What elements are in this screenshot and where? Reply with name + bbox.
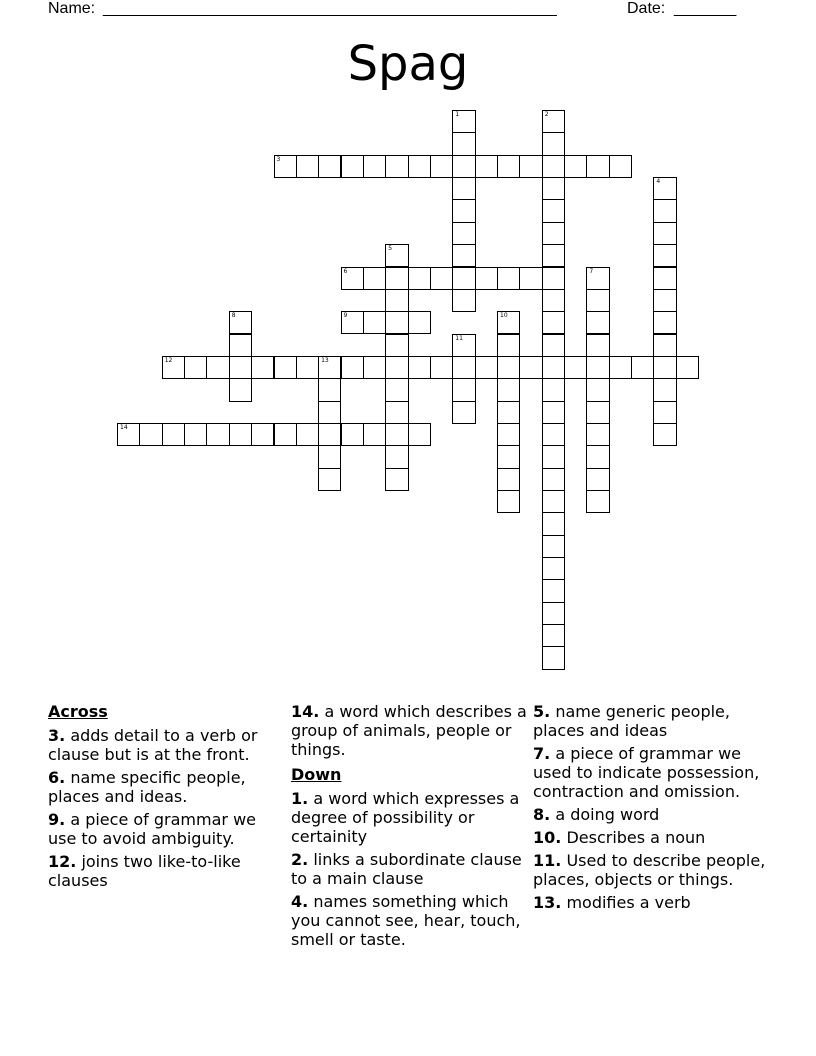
grid-cell[interactable] [408, 267, 431, 290]
grid-cell[interactable] [542, 199, 565, 222]
grid-cell[interactable] [452, 356, 475, 379]
grid-cell[interactable] [653, 289, 676, 312]
grid-cell[interactable] [542, 311, 565, 334]
date-line: _______ [674, 0, 737, 17]
grid-cell[interactable] [653, 356, 676, 379]
grid-cell[interactable] [542, 646, 565, 669]
clue-down-11: 11. Used to describe people, places, objects or things. [533, 851, 766, 889]
grid-cell[interactable] [274, 356, 297, 379]
grid-cell[interactable] [542, 579, 565, 602]
grid-cell[interactable] [385, 423, 408, 446]
clues-column-2 [291, 702, 531, 953]
grid-cell[interactable] [653, 222, 676, 245]
grid-cell[interactable] [296, 356, 319, 379]
grid-cell[interactable] [519, 267, 542, 290]
grid-cell[interactable] [408, 356, 431, 379]
grid-cell[interactable] [385, 155, 408, 178]
grid-cell[interactable] [385, 401, 408, 424]
grid-cell[interactable] [385, 468, 408, 491]
grid-cell[interactable] [385, 289, 408, 312]
grid-cell[interactable] [408, 423, 431, 446]
grid-cell[interactable] [206, 356, 229, 379]
grid-cell[interactable] [609, 356, 632, 379]
grid-cell[interactable] [341, 267, 364, 290]
grid-cell[interactable] [296, 423, 319, 446]
grid-cell[interactable] [542, 557, 565, 580]
grid-cell[interactable] [430, 267, 453, 290]
grid-cell[interactable] [385, 378, 408, 401]
grid-cell[interactable] [542, 177, 565, 200]
grid-cell[interactable] [497, 490, 520, 513]
grid-cell[interactable] [564, 155, 587, 178]
grid-cell[interactable] [586, 155, 609, 178]
grid-cell[interactable] [452, 267, 475, 290]
cell-number: 11 [455, 334, 463, 342]
grid-cell[interactable] [385, 244, 408, 267]
grid-cell[interactable] [452, 401, 475, 424]
grid-cell[interactable] [318, 445, 341, 468]
grid-cell[interactable] [475, 267, 498, 290]
grid-cell[interactable] [497, 356, 520, 379]
cell-number: 6 [343, 267, 348, 275]
grid-cell[interactable] [341, 423, 364, 446]
name-label: Name: [48, 0, 96, 17]
grid-cell[interactable] [452, 110, 475, 133]
grid-cell[interactable] [586, 311, 609, 334]
grid-cell[interactable] [653, 199, 676, 222]
grid-cell[interactable] [452, 289, 475, 312]
grid-cell[interactable] [497, 423, 520, 446]
grid-cell[interactable] [408, 311, 431, 334]
grid-cell[interactable] [653, 401, 676, 424]
clues-column-3 [533, 702, 778, 916]
cell-number: 2 [544, 111, 549, 118]
grid-cell[interactable] [542, 132, 565, 155]
cell-number: 5 [388, 245, 393, 253]
grid-cell[interactable] [542, 468, 565, 491]
across-heading: Across [48, 702, 108, 721]
grid-cell[interactable] [497, 311, 520, 334]
grid-cell[interactable] [452, 378, 475, 401]
grid-cell[interactable] [542, 624, 565, 647]
grid-cell[interactable] [542, 401, 565, 424]
grid-cell[interactable] [497, 267, 520, 290]
grid-cell[interactable] [229, 356, 252, 379]
grid-cell[interactable] [341, 311, 364, 334]
cell-number: 12 [164, 356, 173, 364]
clue-across-6: 6. name specific people, places and ideas. [48, 768, 246, 806]
grid-cell[interactable] [341, 356, 364, 379]
grid-cell[interactable] [251, 356, 274, 379]
grid-cell[interactable] [586, 445, 609, 468]
grid-cell[interactable] [542, 244, 565, 267]
clue-down-8: 8. a doing word [533, 805, 660, 824]
grid-cell[interactable] [385, 267, 408, 290]
grid-cell[interactable] [542, 445, 565, 468]
grid-cell[interactable] [586, 356, 609, 379]
grid-cell[interactable] [117, 423, 140, 446]
grid-cell[interactable] [542, 535, 565, 558]
grid-cell[interactable] [385, 311, 408, 334]
grid-cell[interactable] [296, 155, 319, 178]
grid-cell[interactable] [318, 155, 341, 178]
grid-cell[interactable] [318, 401, 341, 424]
clue-down-13: 13. modifies a verb [533, 893, 691, 912]
clue-across-12: 12. joins two like-to-like clauses [48, 852, 241, 890]
grid-cell[interactable] [497, 445, 520, 468]
grid-cell[interactable] [318, 468, 341, 491]
grid-cell[interactable] [452, 199, 475, 222]
grid-cell[interactable] [653, 378, 676, 401]
clue-across-14: 14. a word which describes a group of animals, people or things. [291, 702, 527, 759]
grid-cell[interactable] [542, 490, 565, 513]
page-title: Spag [347, 36, 469, 92]
grid-cell[interactable] [452, 132, 475, 155]
clue-across-9: 9. a piece of grammar we use to avoid ambiguity. [48, 810, 256, 848]
grid-cell[interactable] [542, 378, 565, 401]
cell-number: 13 [321, 356, 329, 364]
grid-cell[interactable] [542, 110, 565, 133]
grid-cell[interactable] [318, 356, 341, 379]
grid-cell[interactable] [586, 378, 609, 401]
down-heading: Down [291, 765, 342, 784]
grid-cell[interactable] [497, 155, 520, 178]
cell-number: 10 [500, 312, 508, 320]
clue-down-2: 2. links a subordinate clause to a main clause [291, 850, 522, 888]
grid-cell[interactable] [586, 468, 609, 491]
grid-cell[interactable] [318, 378, 341, 401]
grid-cell[interactable] [162, 356, 185, 379]
clue-down-7: 7. a piece of grammar we used to indicate possession, contraction and omission. [533, 744, 760, 801]
grid-cell[interactable] [497, 334, 520, 357]
grid-cell[interactable] [408, 155, 431, 178]
grid-cell[interactable] [452, 222, 475, 245]
cell-number: 3 [276, 155, 281, 163]
grid-cell[interactable] [139, 423, 162, 446]
grid-cell[interactable] [586, 423, 609, 446]
grid-cell[interactable] [430, 155, 453, 178]
grid-cell[interactable] [497, 401, 520, 424]
cell-number: 8 [231, 312, 236, 320]
grid-cell[interactable] [229, 423, 252, 446]
grid-cell[interactable] [385, 445, 408, 468]
grid-cell[interactable] [631, 356, 654, 379]
grid-cell[interactable] [363, 423, 386, 446]
grid-cell[interactable] [251, 423, 274, 446]
grid-cell[interactable] [586, 490, 609, 513]
grid-cell[interactable] [542, 222, 565, 245]
grid-cell[interactable] [542, 289, 565, 312]
grid-cell[interactable] [609, 155, 632, 178]
grid-cell[interactable] [206, 423, 229, 446]
cell-number: 7 [589, 267, 594, 275]
grid-cell[interactable] [653, 423, 676, 446]
cell-number: 9 [343, 312, 348, 320]
grid-cell[interactable] [385, 334, 408, 357]
grid-cell[interactable] [363, 356, 386, 379]
grid-cell[interactable] [184, 356, 207, 379]
name-line: ___________________________________________________ [103, 0, 557, 17]
date-label: Date: [627, 0, 666, 17]
grid-cell[interactable] [184, 423, 207, 446]
grid-cell[interactable] [653, 244, 676, 267]
grid-cell[interactable] [162, 423, 185, 446]
grid-cell[interactable] [586, 334, 609, 357]
grid-cell[interactable] [452, 334, 475, 357]
grid-cell[interactable] [229, 334, 252, 357]
grid-cell[interactable] [586, 267, 609, 290]
grid-cell[interactable] [475, 155, 498, 178]
grid-cell[interactable] [542, 334, 565, 357]
grid-cell[interactable] [519, 356, 542, 379]
cell-number: 1 [455, 111, 460, 118]
grid-cell[interactable] [475, 356, 498, 379]
clue-across-3: 3. adds detail to a verb or clause but is at the front. [48, 726, 258, 764]
cell-number: 14 [120, 423, 128, 431]
grid-cell[interactable] [542, 267, 565, 290]
grid-cell[interactable] [586, 289, 609, 312]
grid-cell[interactable] [274, 423, 297, 446]
grid-cell[interactable] [274, 155, 297, 178]
grid-cell[interactable] [363, 267, 386, 290]
grid-cell[interactable] [653, 267, 676, 290]
clue-down-10: 10. Describes a noun [533, 828, 706, 847]
grid-cell[interactable] [542, 356, 565, 379]
grid-cell[interactable] [676, 356, 699, 379]
grid-cell[interactable] [542, 423, 565, 446]
grid-cell[interactable] [542, 155, 565, 178]
grid-cell[interactable] [653, 177, 676, 200]
clue-down-4: 4. names something which you cannot see, hear, touch, smell or taste. [291, 892, 521, 949]
clue-down-5: 5. name generic people, places and ideas [533, 702, 730, 740]
grid-cell[interactable] [385, 356, 408, 379]
grid-cell[interactable] [653, 311, 676, 334]
clues-column-1 [48, 702, 288, 894]
grid-cell[interactable] [363, 311, 386, 334]
grid-cell[interactable] [542, 602, 565, 625]
grid-cell[interactable] [586, 401, 609, 424]
grid-cell[interactable] [452, 244, 475, 267]
clue-down-1: 1. a word which expresses a degree of possibility or certainity [291, 789, 520, 846]
grid-cell[interactable] [430, 356, 453, 379]
grid-cell[interactable] [497, 468, 520, 491]
grid-cell[interactable] [229, 311, 252, 334]
grid-cell[interactable] [318, 423, 341, 446]
grid-cell[interactable] [564, 356, 587, 379]
grid-cell[interactable] [519, 155, 542, 178]
grid-cell[interactable] [229, 378, 252, 401]
grid-cell[interactable] [542, 512, 565, 535]
grid-cell[interactable] [341, 155, 364, 178]
grid-cell[interactable] [497, 378, 520, 401]
cell-number: 4 [656, 178, 661, 186]
grid-cell[interactable] [452, 177, 475, 200]
grid-cell[interactable] [653, 334, 676, 357]
grid-cell[interactable] [363, 155, 386, 178]
grid-cell[interactable] [452, 155, 475, 178]
